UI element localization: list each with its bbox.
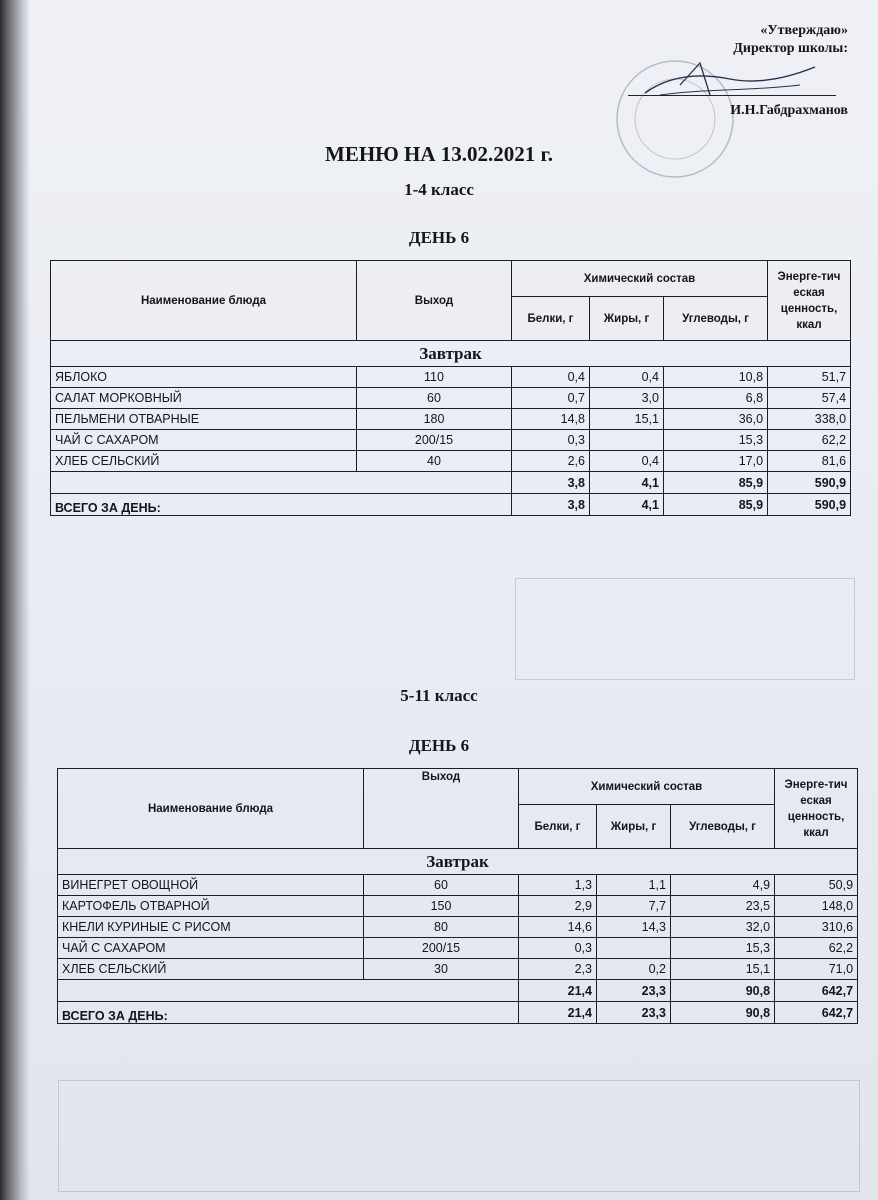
- dish-carbs: 15,1: [671, 959, 775, 980]
- dish-fat: 15,1: [590, 409, 664, 430]
- dish-carbs: 17,0: [664, 451, 768, 472]
- table-row: [58, 959, 858, 980]
- total-label: ВСЕГО ЗА ДЕНЬ:: [58, 1002, 519, 1024]
- header-protein: Белки, г: [512, 297, 590, 341]
- dish-yield: 110: [357, 367, 512, 388]
- meal-label: Завтрак: [51, 341, 851, 367]
- dish-fat: [590, 430, 664, 451]
- header-protein: Белки, г: [519, 805, 597, 849]
- dish-carbs: 15,3: [671, 938, 775, 959]
- total-fat: 4,1: [590, 494, 664, 516]
- header-chem: Химический состав: [519, 769, 775, 805]
- grade-heading-1: 1-4 класс: [404, 180, 474, 199]
- subtotal-carbs: 90,8: [671, 980, 775, 1002]
- dish-protein: 2,3: [519, 959, 597, 980]
- dish-name: ЧАЙ С САХАРОМ: [51, 430, 357, 451]
- dish-yield: 60: [364, 875, 519, 896]
- director-name: И.Н.Габдрахманов: [730, 103, 848, 118]
- approval-position: Директор школы:: [733, 41, 848, 56]
- subtotal-row: [58, 980, 858, 1002]
- header-fat: Жиры, г: [597, 805, 671, 849]
- bleedthrough-table: [515, 578, 855, 680]
- page-title: МЕНЮ НА 13.02.2021 г.: [325, 142, 553, 166]
- total-label: ВСЕГО ЗА ДЕНЬ:: [51, 494, 512, 516]
- header-energy: Энерге-тич еская ценность, ккал: [768, 261, 851, 341]
- dish-yield: 200/15: [364, 938, 519, 959]
- subtotal-carbs: 85,9: [664, 472, 768, 494]
- header-energy: Энерге-тич еская ценность, ккал: [775, 769, 858, 849]
- dish-protein: 0,4: [512, 367, 590, 388]
- subtotal-energy: 590,9: [768, 472, 851, 494]
- header-fat: Жиры, г: [590, 297, 664, 341]
- subtotal-fat: 23,3: [597, 980, 671, 1002]
- subtotal-row: [51, 472, 851, 494]
- dish-yield: 150: [364, 896, 519, 917]
- dish-yield: 200/15: [357, 430, 512, 451]
- dish-yield: 80: [364, 917, 519, 938]
- table-row: [58, 917, 858, 938]
- dish-name: САЛАТ МОРКОВНЫЙ: [51, 388, 357, 409]
- total-carbs: 85,9: [664, 494, 768, 516]
- dish-energy: 310,6: [775, 917, 858, 938]
- table-row: [51, 430, 851, 451]
- dish-energy: 62,2: [775, 938, 858, 959]
- total-row: [58, 1002, 858, 1024]
- table-row: [51, 367, 851, 388]
- dish-yield: 180: [357, 409, 512, 430]
- approval-heading: «Утверждаю»: [760, 23, 848, 38]
- subtotal-energy: 642,7: [775, 980, 858, 1002]
- dish-fat: 1,1: [597, 875, 671, 896]
- header-yield: Выход: [357, 261, 512, 341]
- header-chem: Химический состав: [512, 261, 768, 297]
- dish-name: ПЕЛЬМЕНИ ОТВАРНЫЕ: [51, 409, 357, 430]
- header-dish: Наименование блюда: [58, 769, 364, 849]
- header-dish: Наименование блюда: [51, 261, 357, 341]
- menu-table-1: [50, 260, 851, 516]
- approval-block: [588, 22, 848, 122]
- subtotal-fat: 4,1: [590, 472, 664, 494]
- table-row: [51, 409, 851, 430]
- dish-name: КНЕЛИ КУРИНЫЕ С РИСОМ: [58, 917, 364, 938]
- dish-name: ХЛЕБ СЕЛЬСКИЙ: [51, 451, 357, 472]
- dish-protein: 2,9: [519, 896, 597, 917]
- total-fat: 23,3: [597, 1002, 671, 1024]
- dish-fat: 0,4: [590, 367, 664, 388]
- dish-energy: 51,7: [768, 367, 851, 388]
- dish-protein: 1,3: [519, 875, 597, 896]
- table-row: [58, 938, 858, 959]
- dish-protein: 14,6: [519, 917, 597, 938]
- dish-carbs: 32,0: [671, 917, 775, 938]
- total-row: [51, 494, 851, 516]
- dish-energy: 81,6: [768, 451, 851, 472]
- grade-heading-2: 5-11 класс: [400, 686, 478, 705]
- total-carbs: 90,8: [671, 1002, 775, 1024]
- dish-protein: 0,3: [519, 938, 597, 959]
- total-energy: 590,9: [768, 494, 851, 516]
- dish-fat: 0,2: [597, 959, 671, 980]
- day-heading-2: ДЕНЬ 6: [408, 736, 470, 755]
- signature-line: [628, 95, 836, 96]
- dish-name: ЯБЛОКО: [51, 367, 357, 388]
- dish-fat: 0,4: [590, 451, 664, 472]
- dish-name: ВИНЕГРЕТ ОВОЩНОЙ: [58, 875, 364, 896]
- subtotal-protein: 21,4: [519, 980, 597, 1002]
- table-row: [58, 875, 858, 896]
- subtotal-protein: 3,8: [512, 472, 590, 494]
- header-carbs: Углеводы, г: [671, 805, 775, 849]
- dish-protein: 2,6: [512, 451, 590, 472]
- table-row: [51, 388, 851, 409]
- header-carbs: Углеводы, г: [664, 297, 768, 341]
- dish-fat: [597, 938, 671, 959]
- dish-energy: 338,0: [768, 409, 851, 430]
- dish-name: ХЛЕБ СЕЛЬСКИЙ: [58, 959, 364, 980]
- dish-yield: 30: [364, 959, 519, 980]
- dish-carbs: 36,0: [664, 409, 768, 430]
- dish-yield: 40: [357, 451, 512, 472]
- dish-energy: 71,0: [775, 959, 858, 980]
- table-row: [51, 451, 851, 472]
- dish-fat: 3,0: [590, 388, 664, 409]
- dish-carbs: 15,3: [664, 430, 768, 451]
- dish-carbs: 6,8: [664, 388, 768, 409]
- total-protein: 21,4: [519, 1002, 597, 1024]
- total-protein: 3,8: [512, 494, 590, 516]
- dish-carbs: 23,5: [671, 896, 775, 917]
- dish-protein: 0,7: [512, 388, 590, 409]
- day-heading-1: ДЕНЬ 6: [408, 228, 470, 247]
- header-yield: Выход: [364, 769, 519, 849]
- dish-protein: 14,8: [512, 409, 590, 430]
- dish-energy: 62,2: [768, 430, 851, 451]
- dish-yield: 60: [357, 388, 512, 409]
- dish-name: ЧАЙ С САХАРОМ: [58, 938, 364, 959]
- dish-carbs: 10,8: [664, 367, 768, 388]
- dish-energy: 50,9: [775, 875, 858, 896]
- dish-fat: 7,7: [597, 896, 671, 917]
- total-energy: 642,7: [775, 1002, 858, 1024]
- menu-table-2: [57, 768, 858, 1024]
- meal-label: Завтрак: [58, 849, 858, 875]
- dish-fat: 14,3: [597, 917, 671, 938]
- dish-carbs: 4,9: [671, 875, 775, 896]
- bleedthrough-table-bottom: [58, 1080, 860, 1192]
- dish-protein: 0,3: [512, 430, 590, 451]
- dish-energy: 148,0: [775, 896, 858, 917]
- dish-energy: 57,4: [768, 388, 851, 409]
- dish-name: КАРТОФЕЛЬ ОТВАРНОЙ: [58, 896, 364, 917]
- table-row: [58, 896, 858, 917]
